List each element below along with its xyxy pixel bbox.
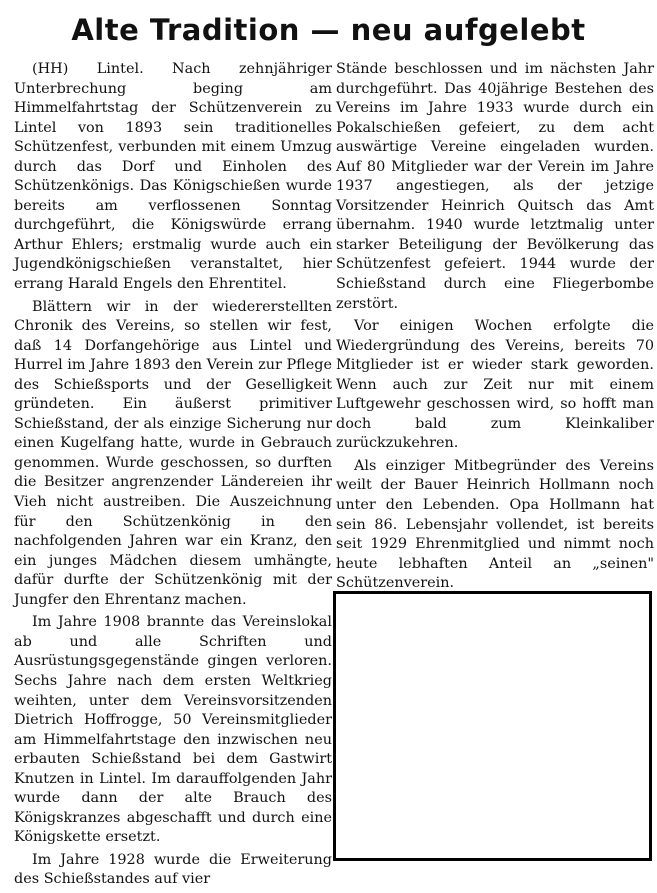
paragraph-continuation: Stände beschlossen und im nächsten Jahr durchgeführt. Das 40jährige Bestehen des Vereins im Jahre 1933 wurde durch ein Pokalschießen gefeiert, zu dem acht auswärtige Vereine eingeladen wurden. Auf 80 Mitglieder war der Verein im Jahre 1937 angestiegen, als der jetzige Vorsitzender Heinrich Quitsch das Amt übernahm. 1940 wurde letztmalig unter starker Beteiligung der Bevölkerung das Schützenfest gefeiert. 1944 wurde der Schießstand durch eine Fliegerbombe zerstört. <box>336 61 654 312</box>
photo-placeholder-frame <box>333 591 652 861</box>
paragraph-refounding: Vor einigen Wochen erfolgte die Wiedergründung des Vereins, bereits 70 Mitglieder ist er wieder stark geworden. Wenn auch zur Zeit nur mit einem Luftgewehr geschossen wird, so hofft man doch bald zum Kleinkaliber zurückzukehren. <box>336 318 654 452</box>
article-column-right <box>336 60 654 597</box>
headline: Alte Tradition — neu aufgelebt <box>71 13 586 47</box>
article-column-left <box>14 60 332 893</box>
paragraph-1928: Im Jahre 1928 wurde die Erweiterung des Schießstandes auf vier <box>14 851 332 888</box>
paragraph-1908: Im Jahre 1908 brannte das Vereinslokal ab und alle Schriften und Ausrüstungsgegenstände gingen verloren. Sechs Jahre nach dem ersten Weltkrieg weihten, unter dem Vereinsvorsitzenden Dietrich Hoffrogge, 50 Vereinsmitglieder am Himmelfahrtstage den inzwischen neu erbauten Schießstand bei dem Gastwirt Knutzen in Lintel. Im darauffolgenden Jahr wurde dann der alte Brauch des Königskranzes abgeschafft und durch eine Königskette ersetzt. <box>14 614 332 846</box>
paragraph-hollmann: Als einziger Mitbegründer des Vereins weilt der Bauer Heinrich Hollmann noch unter den Lebenden. Opa Hollmann hat sein 86. Lebensjahr vollendet, ist bereits seit 1929 Ehrenmitglied und nimmt noch heute lebhaften Anteil an „seinen" Schützenverein. <box>336 457 654 592</box>
paragraph-intro: (HH) Lintel. Nach zehnjähriger Unterbrechung beging am Himmelfahrtstag der Schützenverein zu Lintel von 1893 sein traditionelles Schützenfest, verbunden mit einem Umzug durch das Dorf und Einholen des Schützenkönigs. Das Königschießen wurde bereits am verflossenen Sonntag durchgeführt, die Königswürde errang Arthur Ehlers; erstmalig wurde auch ein Jugendkönigschießen veranstaltet, hier errang Harald Engels den Ehrentitel. <box>14 61 332 293</box>
paragraph-chronicle: Blättern wir in der wiedererstellten Chronik des Vereins, so stellen wir fest, daß 14 Dorfangehörige aus Lintel und Hurrel im Jahre 1893 den Verein zur Pflege des Schießsports und der Geselligkeit gründeten. Ein äußerst primitiver Schießstand, der als einzige Sicherung nur einen Kugelfang hatte, wurde in Gebrauch genommen. Wurde geschossen, so durften die Besitzer angrenzender Ländereien ihr Vieh nicht austreiben. Die Auszeichnung für den Schützenkönig in den nachfolgenden Jahren war ein Kranz, den ein junges Mädchen diesem umhängte, dafür durfte der Schützenkönig mit der Jungfer den Ehrentanz machen. <box>14 298 332 608</box>
